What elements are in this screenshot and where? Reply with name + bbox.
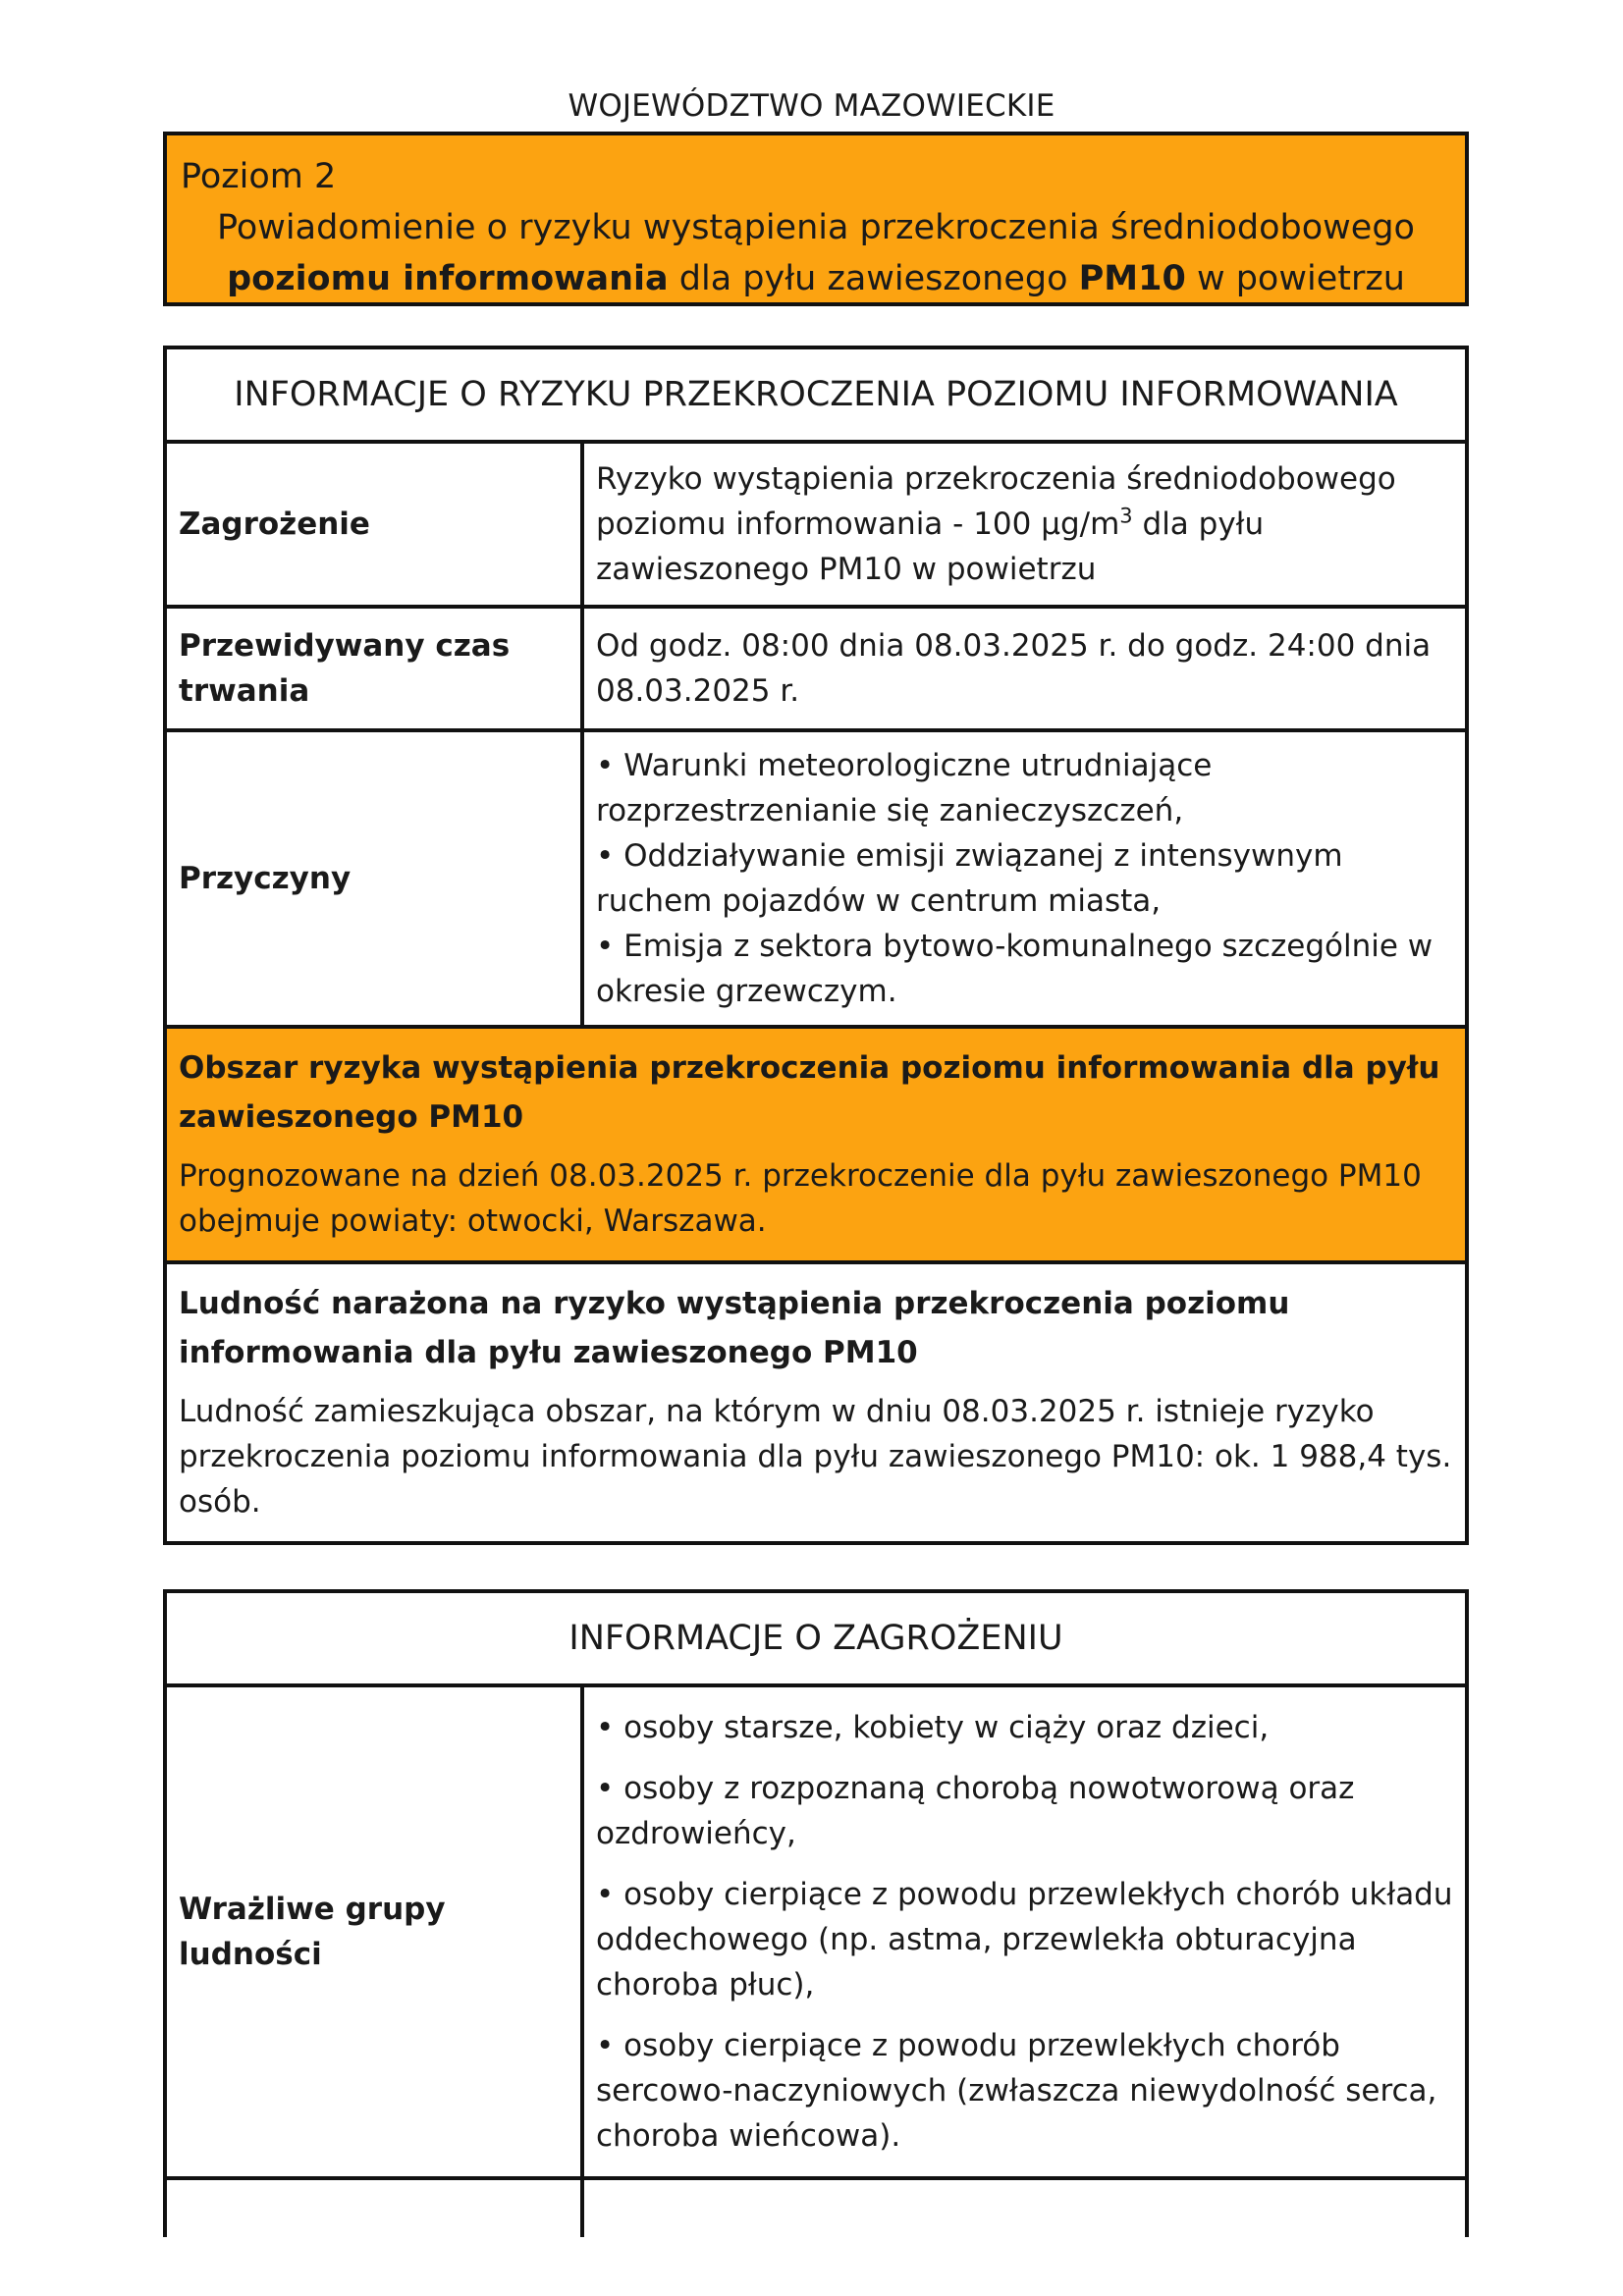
cause-item: • Warunki meteorologiczne utrudniające rozprzestrzenianie się zanieczyszczeń, xyxy=(596,748,1213,828)
hazard-info-header: INFORMACJE O ZAGROŻENIU xyxy=(165,1591,1467,1685)
alert-title-line-1: Powiadomienie o ryzyku wystąpienia przekroczenia średniodobowego xyxy=(217,208,1415,247)
alert-title-bold-pm10: PM10 xyxy=(1078,259,1186,298)
population-section xyxy=(165,1262,1467,1543)
sensitive-groups-label: Wrażliwe grupy ludności xyxy=(165,1685,582,2178)
alert-title-text-mid: dla pyłu zawieszonego xyxy=(668,259,1079,298)
threat-value-text: Ryzyko wystąpienia przekroczenia średniodobowego poziomu informowania - 100 µg/m xyxy=(596,461,1396,542)
causes-label: Przyczyny xyxy=(165,730,582,1027)
sensitive-group-item: • osoby starsze, kobiety w ciąży oraz dzieci, xyxy=(596,1710,1270,1745)
population-text: Ludność zamieszkująca obszar, na którym w dniu 08.03.2025 r. istnieje ryzyko przekroczenia poziomu informowania dla pyłu zawieszonego PM10: ok. 1 988,4 tys. osób. xyxy=(179,1394,1452,1520)
threat-label: Zagrożenie xyxy=(165,442,582,607)
causes-list xyxy=(582,730,1467,1027)
hazard-info-table xyxy=(163,1589,1469,2237)
next-row-label-cell xyxy=(165,2178,582,2237)
risk-area-section xyxy=(165,1027,1467,1262)
risk-info-table xyxy=(163,346,1469,1545)
alert-title-bold-level: poziomu informowania xyxy=(227,259,669,298)
alert-banner xyxy=(163,132,1469,306)
region-title: WOJEWÓDZTWO MAZOWIECKIE xyxy=(568,88,1055,124)
duration-label: Przewidywany czas trwania xyxy=(165,607,582,730)
sensitive-group-item: • osoby cierpiące z powodu przewlekłych chorób sercowo-naczyniowych (zwłaszcza niewydolność serca, choroba wieńcowa). xyxy=(596,2028,1437,2154)
threat-value-text-end: dla pyłu zawieszonego PM10 w powietrzu xyxy=(596,507,1265,587)
sensitive-group-item: • osoby z rozpoznaną chorobą nowotworową oraz ozdrowieńcy, xyxy=(596,1771,1355,1851)
risk-area-title: Obszar ryzyka wystąpienia przekroczenia poziomu informowania dla pyłu zawieszonego PM10 xyxy=(179,1050,1440,1135)
population-title: Ludność narażona na ryzyko wystąpienia przekroczenia poziomu informowania dla pyłu zawieszonego PM10 xyxy=(179,1286,1290,1370)
cause-item: • Oddziaływanie emisji związanej z intensywnym ruchem pojazdów w centrum miasta, xyxy=(596,838,1343,919)
risk-area-text: Prognozowane na dzień 08.03.2025 r. przekroczenie dla pyłu zawieszonego PM10 obejmuje powiaty: otwocki, Warszawa. xyxy=(179,1158,1422,1239)
alert-level: Poziom 2 xyxy=(181,157,337,196)
sensitive-group-item: • osoby cierpiące z powodu przewlekłych chorób układu oddechowego (np. astma, przewlekła obturacyjna choroba płuc), xyxy=(596,1877,1453,2002)
duration-value: Od godz. 08:00 dnia 08.03.2025 r. do godz. 24:00 dnia 08.03.2025 r. xyxy=(582,607,1467,730)
threat-value xyxy=(582,442,1467,607)
next-row-value-cell xyxy=(582,2178,1467,2237)
risk-info-header: INFORMACJE O RYZYKU PRZEKROCZENIA POZIOMU INFORMOWANIA xyxy=(165,347,1467,442)
cause-item: • Emisja z sektora bytowo-komunalnego szczególnie w okresie grzewczym. xyxy=(596,929,1434,1009)
threat-value-sup: 3 xyxy=(1119,504,1133,528)
sensitive-groups-list xyxy=(582,1685,1467,2178)
alert-title-text-end: w powietrzu xyxy=(1185,259,1405,298)
alert-title-line-2 xyxy=(181,253,1451,304)
